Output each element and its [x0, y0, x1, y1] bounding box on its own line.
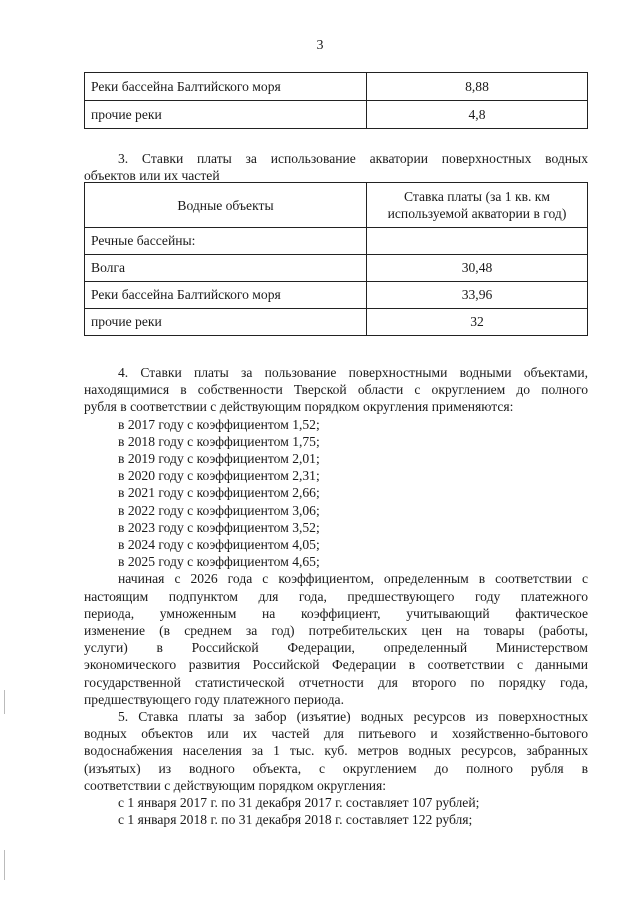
section-5-line: соответствии с действующим порядком округления: [84, 777, 387, 793]
coefficient-item: в 2025 году с коэффициентом 4,65; [118, 554, 320, 570]
column-header-rate [367, 183, 588, 228]
section-4-continuation-line: государственной статистической отчетности для второго по порядку года, [84, 674, 588, 690]
table-row [85, 255, 588, 282]
coefficient-item: в 2024 году с коэффициентом 4,05; [118, 537, 320, 553]
rate-value: 30,48 [367, 255, 588, 282]
coefficient-item: в 2023 году с коэффициентом 3,52; [118, 519, 320, 535]
table-row [85, 101, 588, 129]
section-4-continuation-line: изменение (в среднем за год) потребительских цен на товары (работы, [84, 623, 588, 639]
section-5-line: (изъятых) из водного объекта, с округлением до полного рубля в [84, 760, 588, 776]
scan-margin-mark [4, 850, 5, 880]
section-5-line: водоснабжения населения за 1 тыс. куб. метров водных ресурсов, забранных [84, 743, 588, 759]
column-header-water-objects: Водные объекты [85, 183, 367, 228]
water-object-name: прочие реки [85, 309, 367, 336]
coefficient-item: в 2018 году с коэффициентом 1,75; [118, 433, 320, 449]
rates-table-continued [84, 72, 588, 129]
section-4-continuation-line: начиная с 2026 года с коэффициентом, определенным в соответствии с [118, 571, 588, 587]
section-4-line: рубля в соответствии с действующим порядком округления применяются: [84, 399, 514, 415]
section-4-continuation-line: услуги) в Российской Федерации, определенный Министерством [84, 640, 588, 656]
section-4-line: 4. Ставки платы за пользование поверхностными водными объектами, [118, 365, 588, 380]
water-object-name: прочие реки [85, 101, 367, 129]
table-row [85, 73, 588, 101]
water-object-name: Реки бассейна Балтийского моря [85, 282, 367, 309]
scan-margin-mark [4, 690, 5, 714]
water-object-name: Реки бассейна Балтийского моря [85, 73, 367, 101]
section-4 [84, 364, 588, 828]
coefficient-item: в 2021 году с коэффициентом 2,66; [118, 485, 320, 501]
coefficient-item: в 2019 году с коэффициентом 2,01; [118, 451, 320, 467]
section-3-line: объектов или их частей [84, 168, 220, 184]
section-3-heading [84, 150, 588, 184]
rate-period-item: с 1 января 2017 г. по 31 декабря 2017 г. составляет 107 рублей; [118, 795, 480, 811]
rate-value: 32 [367, 309, 588, 336]
table-row [85, 228, 588, 255]
rate-value: 4,8 [367, 101, 588, 129]
rate-value: 8,88 [367, 73, 588, 101]
water-area-rates-table [84, 182, 588, 336]
section-5-line: 5. Ставка платы за забор (изъятие) водных ресурсов из поверхностных [118, 709, 588, 725]
rate-value: 33,96 [367, 282, 588, 309]
section-4-continuation-line: предшествующего году платежного периода. [84, 691, 344, 707]
header-line: Ставка платы (за 1 кв. км [403, 189, 551, 204]
table-row [85, 309, 588, 336]
table-row [85, 282, 588, 309]
section-3-line: 3. Ставки платы за использование акватории поверхностных водных [118, 151, 588, 166]
page-number: 3 [316, 38, 324, 53]
header-line: используемой акватории в год) [387, 206, 567, 221]
rate-value [367, 228, 588, 255]
water-object-name: Волга [85, 255, 367, 282]
table-header-row [85, 183, 588, 228]
coefficient-item: в 2022 году с коэффициентом 3,06; [118, 502, 320, 518]
water-object-name: Речные бассейны: [85, 228, 367, 255]
coefficient-item: в 2017 году с коэффициентом 1,52; [118, 416, 320, 432]
rate-period-item: с 1 января 2018 г. по 31 декабря 2018 г. составляет 122 рубля; [118, 812, 473, 828]
section-4-line: находящимися в собственности Тверской области с округлением до полного [84, 382, 588, 398]
section-4-continuation-line: экономического развития Российской Федерации в соответствии с данными [84, 657, 588, 673]
section-4-continuation-line: настоящим подпунктом для года, предшествующего году платежного [84, 588, 588, 604]
section-4-continuation-line: периода, умноженным на коэффициент, учитывающий фактическое [84, 605, 588, 621]
coefficient-item: в 2020 году с коэффициентом 2,31; [118, 468, 320, 484]
section-5-line: водных объектов или их частей для питьевого и хозяйственно-бытового [84, 726, 588, 742]
